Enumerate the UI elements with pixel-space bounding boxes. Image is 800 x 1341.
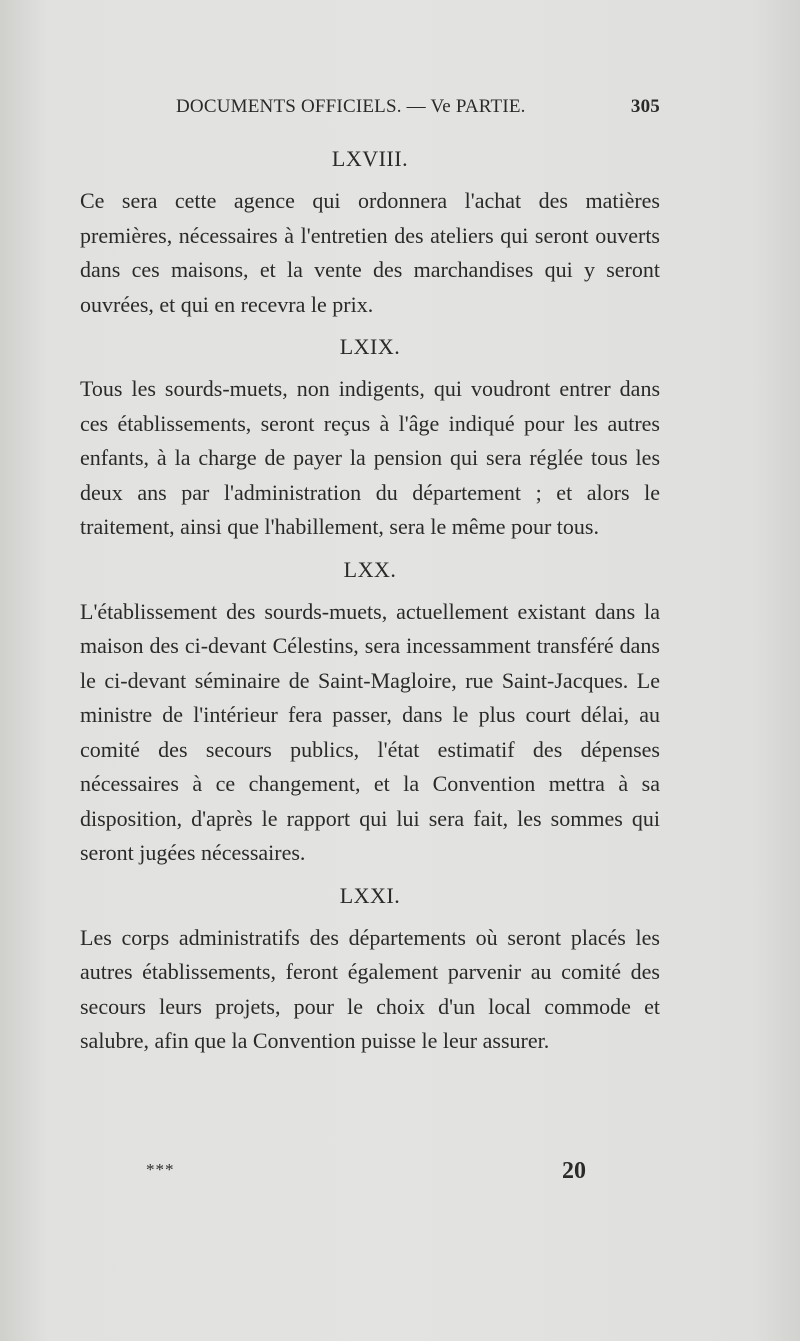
article-heading: LXIX.: [339, 334, 401, 359]
article-text: L'établissement des sourds-muets, actuellement existant dans la maison des ci-devant Célestins, sera incessamment transféré dans le ci-devant séminaire de Saint-Magloire, rue Saint-Jacques. Le ministre de l'intérieur fera passer, dans le plus court délai, au comité des secours publics, l'état estimatif des dépenses nécessaires à ce changement, et la Convention mettra à sa disposition, d'après le rapport qui lui sera fait, les sommes qui seront jugées nécessaires.: [80, 598, 660, 865]
article-lxviii: [80, 142, 660, 322]
page-body: [80, 140, 660, 1067]
article-heading: LXVIII.: [331, 146, 409, 171]
article-text: Les corps administratifs des départements où seront placés les autres établissements, feront également parvenir au comité des secours leurs projets, pour le choix d'un local commode et salubre, afin que la Convention puisse le leur assurer.: [80, 924, 660, 1053]
article-heading: LXXI.: [339, 882, 401, 908]
signature-mark: ***: [146, 1160, 175, 1179]
article-text: Tous les sourds-muets, non indigents, qui voudront entrer dans ces établissements, seront reçus à l'âge indiqué pour les autres enfants, à la charge de payer la pension qui sera réglée tous les deux ans par l'administration du département ; et alors le traitement, ainsi que l'habillement, sera le même pour tous.: [80, 376, 660, 539]
page-number: 305: [630, 96, 660, 117]
page-footer: [80, 1158, 660, 1198]
running-title: DOCUMENTS OFFICIELS. — Ve PARTIE.: [176, 96, 526, 117]
article-heading: LXX.: [343, 556, 397, 582]
article-lxxi: [80, 879, 660, 1059]
article-lxx: [80, 553, 660, 871]
article-text: Ce sera cette agence qui ordonnera l'achat des matières premières, nécessaires à l'entretien des ateliers qui seront ouverts dans ces maisons, et la vente des marchandises qui y seront ouvrées, et qui en recevra le prix.: [80, 188, 660, 317]
article-lxix: [80, 330, 660, 545]
running-header: [80, 96, 660, 126]
sheet-number: 20: [562, 1158, 586, 1184]
